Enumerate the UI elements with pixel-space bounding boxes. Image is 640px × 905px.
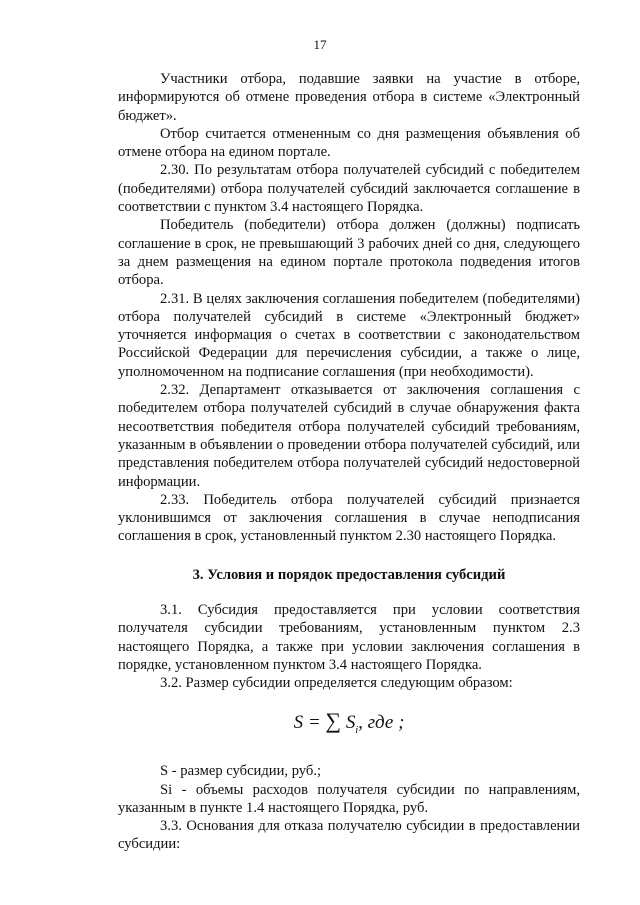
- paragraph-2-32: 2.32. Департамент отказывается от заключения соглашения с победителем отбора получателей субсидий в случае обнаружения факта несоответствия победителя отбора получателей субсидий требованиям, указанным в объявлении о проведении отбора получателей субсидий, или представления победителем отбора получателей субсидий недостоверной информации.: [118, 382, 580, 490]
- formula-term: S: [345, 711, 356, 733]
- paragraph-selection-cancelled: Отбор считается отмененным со дня размещения объявления об отмене отбора на едином портале.: [118, 125, 580, 161]
- formula-subscript: i: [355, 724, 359, 736]
- subsidy-formula: [118, 709, 580, 743]
- paragraph-3-3: 3.3. Основания для отказа получателю субсидии в предоставлении субсидии:: [118, 818, 580, 853]
- formula-equals: =: [307, 711, 321, 733]
- document-body: [118, 70, 580, 854]
- formula-tail: , где ;: [358, 711, 405, 733]
- page-number: 17: [313, 37, 327, 52]
- paragraph-participants-informed: Участники отбора, подавшие заявки на участие в отборе, информируются об отмене проведения отбора в системе «Электронный бюджет».: [118, 71, 580, 124]
- paragraph-3-1: 3.1. Субсидия предоставляется при условии соответствия получателя субсидии требованиям, установленным пунктом 2.3 настоящего Порядка, а также при условии заключения соглашения в порядке, установленном пунктом 3.4 настоящего Порядка.: [118, 602, 580, 673]
- formula-lhs: S: [293, 711, 304, 733]
- paragraph-3-2: 3.2. Размер субсидии определяется следующим образом:: [160, 675, 513, 692]
- paragraph-2-30: 2.30. По результатам отбора получателей субсидий с победителем (победителями) отбора получателей субсидий заключается соглашение в соответствии с пунктом 3.4 настоящего Порядка.: [118, 162, 580, 216]
- paragraph-2-33: 2.33. Победитель отбора получателей субсидий признается уклонившимся от заключения соглашения в случае неподписания соглашения в срок, установленный пунктом 2.30 настоящего Порядка.: [118, 491, 580, 545]
- section-heading: 3. Условия и порядок предоставления субсидий: [192, 566, 506, 583]
- paragraph-winner-signs: Победитель (победители) отбора должен (должны) подписать соглашение в срок, не превышающий 3 рабочих дней со дня, следующего за днем размещения на едином портале протокола подведения итогов отбора.: [118, 217, 580, 289]
- formula-sigma: ∑: [325, 707, 342, 733]
- paragraph-2-31: 2.31. В целях заключения соглашения победителем (победителями) отбора получателей субсидий в системе «Электронный бюджет» уточняется информация о счетах в соответствии с законодательством Российской Федерации для перечисления субсидии, а также о лице, уполномоченном на подписание соглашения (при необходимости).: [118, 290, 580, 380]
- paragraph-si-definition: Si - объемы расходов получателя субсидии по направлениям, указанным в пункте 1.4 настоящего Порядка, руб.: [118, 781, 580, 816]
- paragraph-s-definition: S - размер субсидии, руб.;: [160, 763, 322, 780]
